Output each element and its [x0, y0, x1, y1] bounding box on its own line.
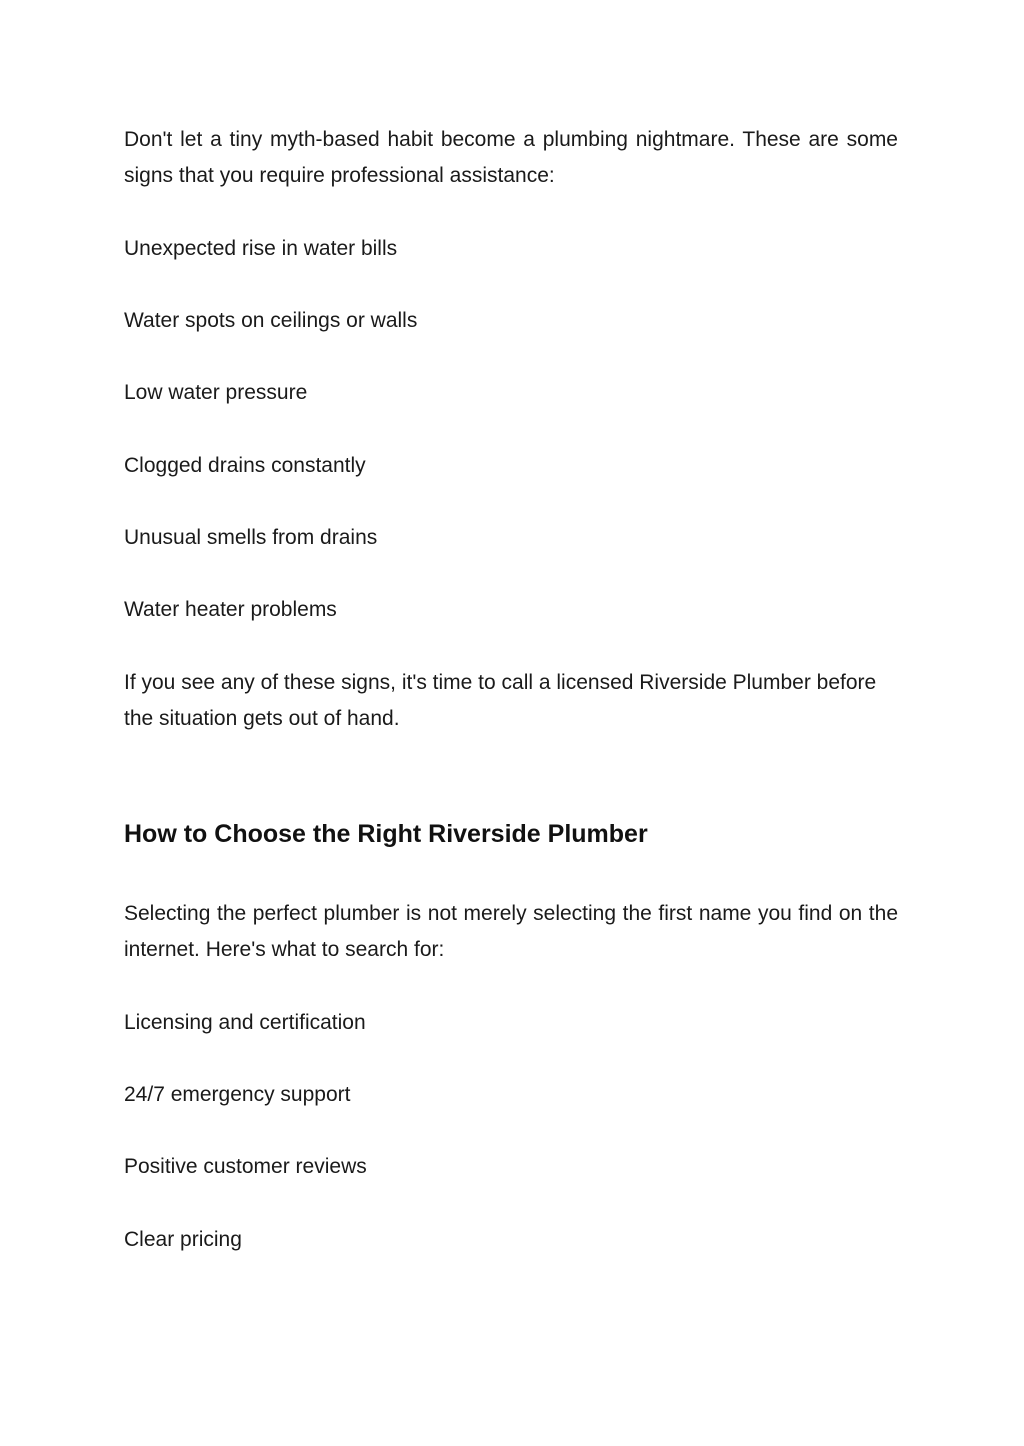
list-item: Water heater problems: [124, 598, 337, 621]
list-item: Clear pricing: [124, 1228, 242, 1251]
closing-paragraph: If you see any of these signs, it's time to call a licensed Riverside Plumber before the situation gets out of hand.: [124, 671, 877, 730]
list-item: Low water pressure: [124, 381, 308, 404]
list-item: Unexpected rise in water bills: [124, 237, 398, 260]
list-item: Licensing and certification: [124, 1011, 366, 1034]
list-item: Clogged drains constantly: [124, 454, 366, 477]
list-item: 24/7 emergency support: [124, 1083, 351, 1106]
list-item: Unusual smells from drains: [124, 526, 378, 549]
list-item: Water spots on ceilings or walls: [124, 309, 418, 332]
list-item: Positive customer reviews: [124, 1155, 367, 1178]
intro-paragraph: Don't let a tiny myth-based habit become a plumbing nightmare. These are some signs that you require professional assistance:: [124, 128, 898, 187]
section-intro-paragraph: Selecting the perfect plumber is not merely selecting the first name you find on the internet. Here's what to search for:: [124, 902, 898, 961]
section-heading: How to Choose the Right Riverside Plumber: [124, 820, 648, 848]
